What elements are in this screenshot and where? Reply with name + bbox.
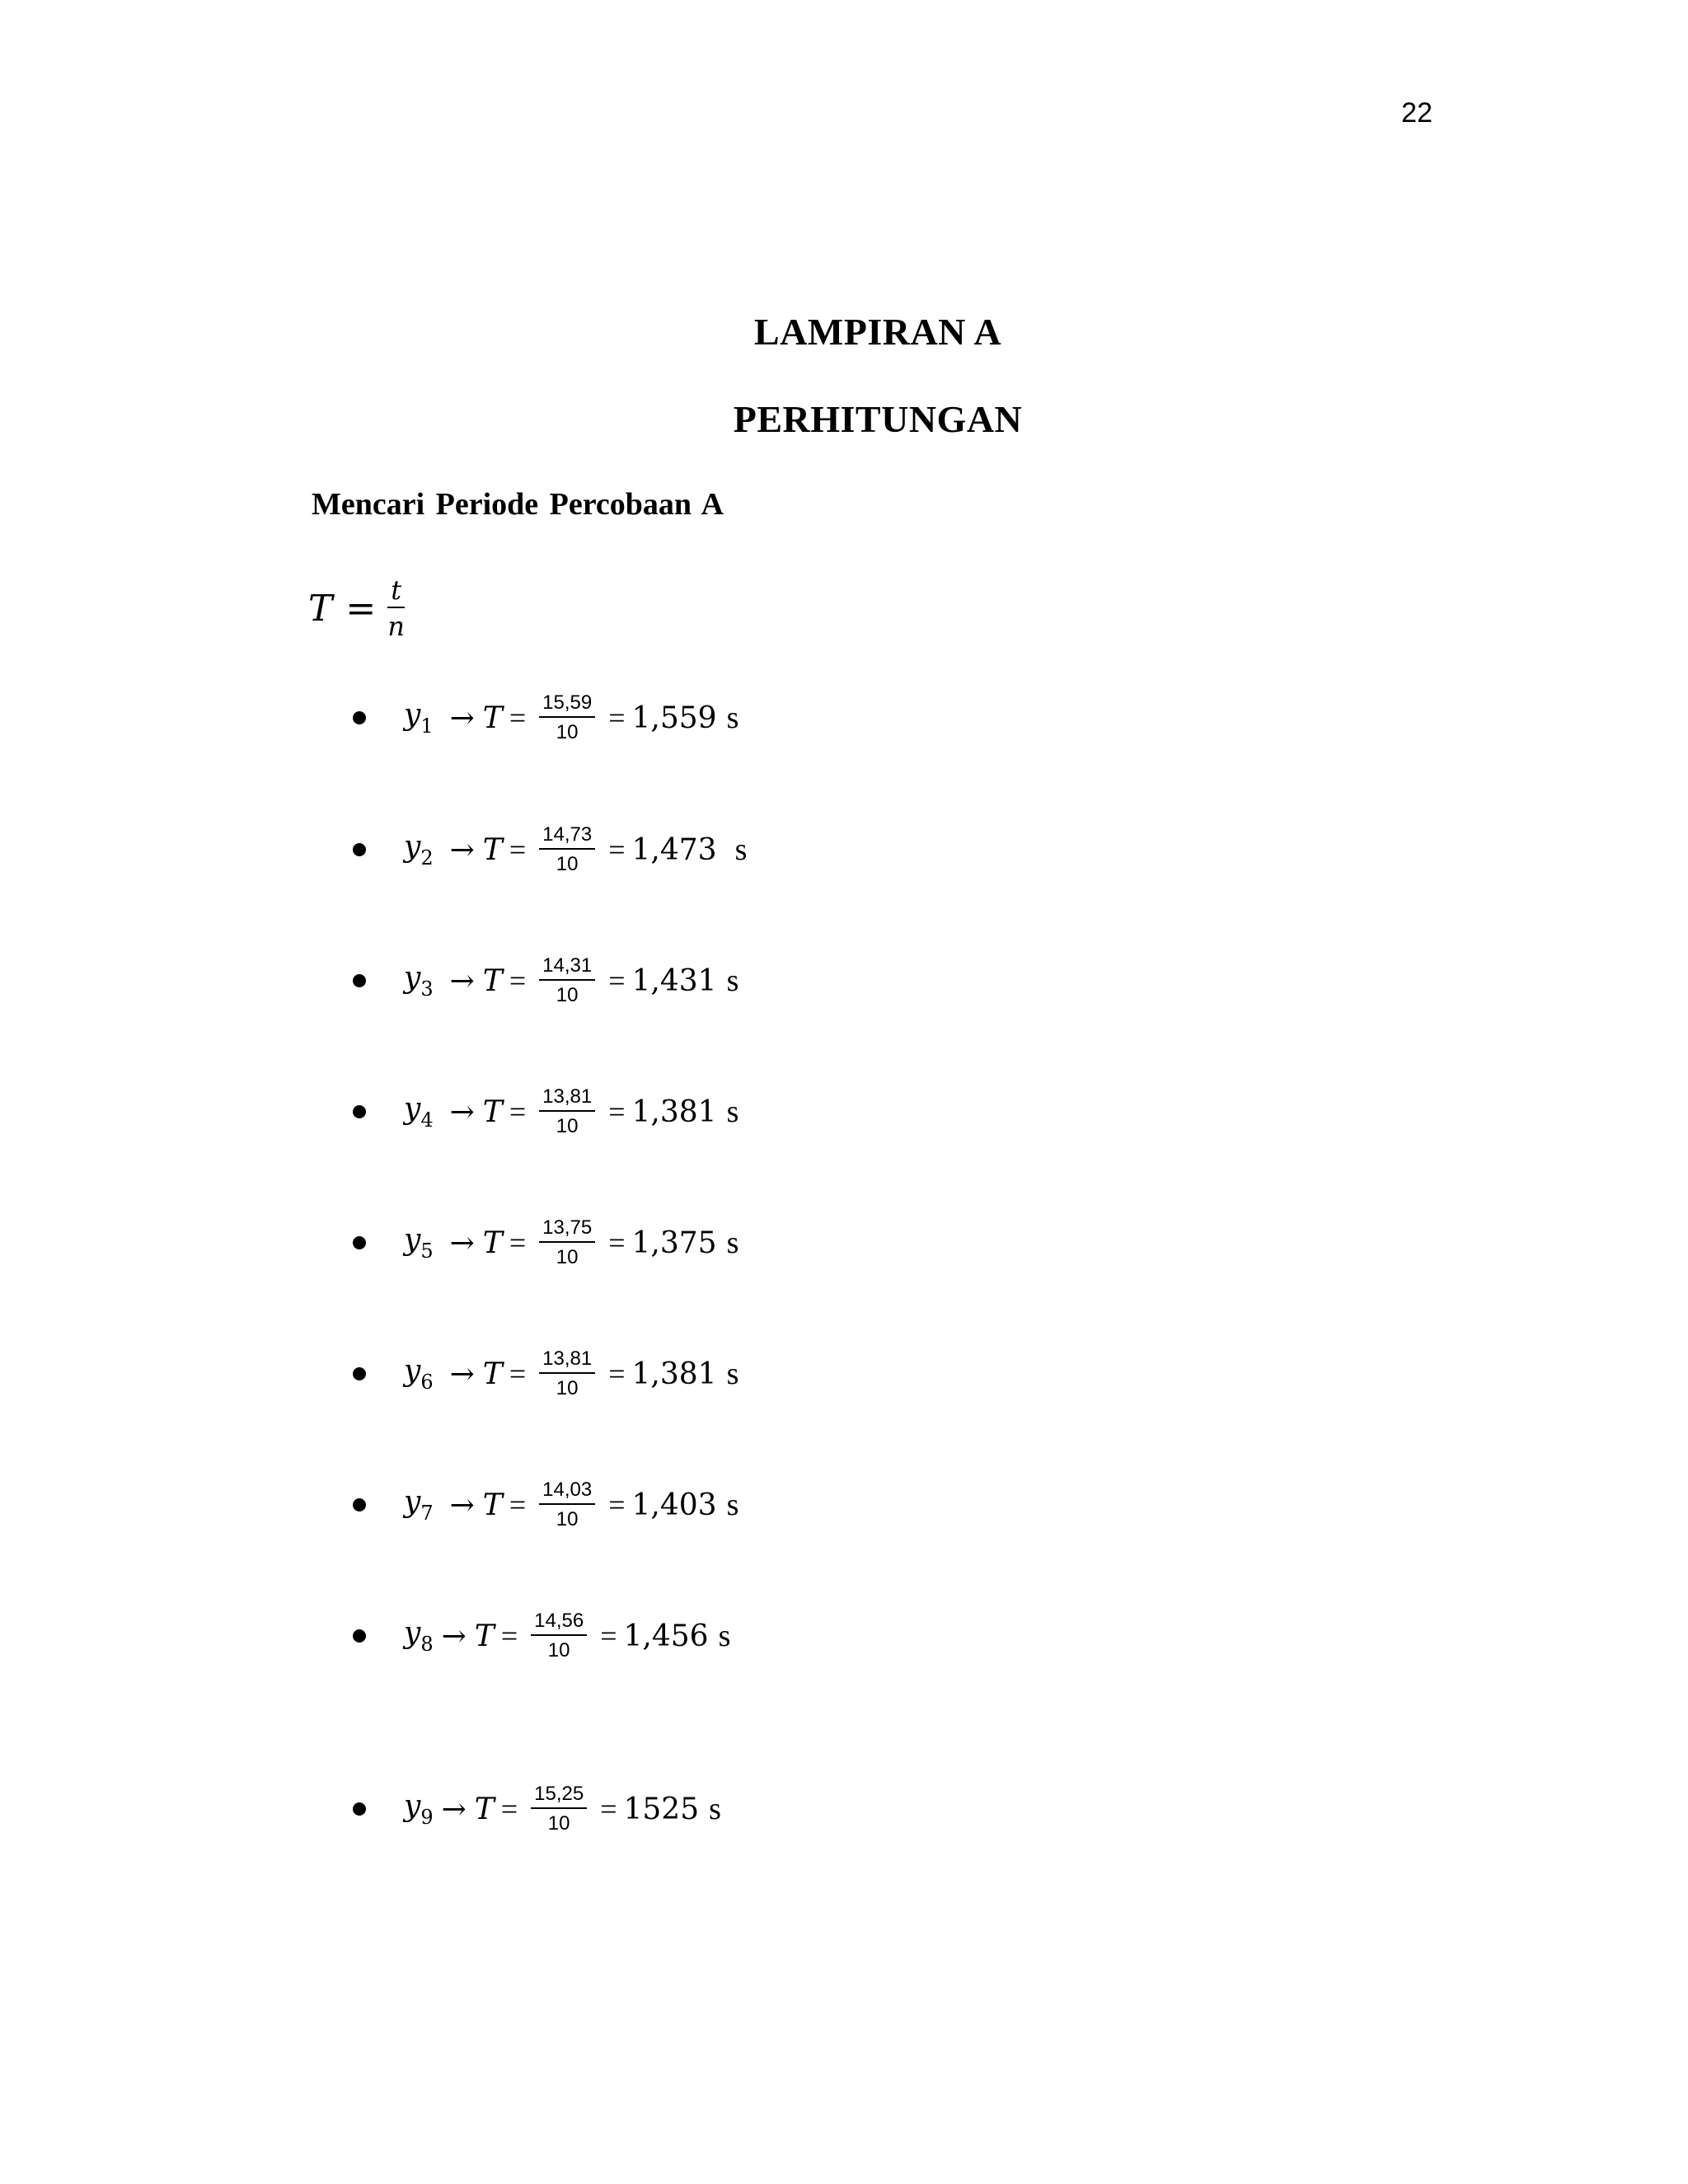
- bullet-icon: [353, 974, 366, 987]
- period-symbol: T: [482, 1357, 503, 1391]
- equals-sign: =: [509, 1357, 527, 1390]
- bullet-icon: [353, 1802, 366, 1816]
- fraction: $\frac{15,59}{10}$: [539, 693, 595, 743]
- equals-sign: =: [509, 833, 527, 866]
- formula-denominator: n: [387, 611, 405, 642]
- formula-lhs: T: [308, 587, 333, 630]
- unit-label: s: [726, 963, 739, 998]
- fraction: $\frac{15,25}{10}$: [531, 1784, 587, 1834]
- variable: $y_7$: [404, 1485, 434, 1525]
- result-value: 1525: [623, 1792, 700, 1826]
- bullet-icon: [353, 843, 366, 856]
- calculation-item: [353, 1075, 738, 1149]
- appendix-subtitle: PERHITUNGAN: [733, 398, 1023, 440]
- unit-label: s: [734, 832, 748, 867]
- period-symbol: T: [482, 1226, 503, 1260]
- bullet-icon: [353, 1367, 366, 1380]
- formula-numerator: t: [387, 577, 405, 608]
- arrow-icon: →: [449, 1094, 475, 1129]
- fraction: $\frac{14,73}{10}$: [539, 825, 595, 874]
- fraction: $\frac{14,56}{10}$: [531, 1611, 587, 1661]
- variable: $y_3$: [404, 961, 434, 1001]
- equals-sign: =: [509, 701, 527, 734]
- arrow-icon: →: [449, 963, 475, 998]
- calculation-item: [353, 1206, 738, 1280]
- equals-sign: =: [509, 1488, 527, 1521]
- period-symbol: T: [482, 1094, 503, 1129]
- calculation-item: [353, 681, 738, 755]
- result-value: 1,431: [631, 963, 717, 998]
- equals-sign: =: [608, 701, 626, 734]
- fraction: $\frac{13,81}{10}$: [539, 1087, 595, 1137]
- equals-sign: =: [509, 1095, 527, 1128]
- equals-sign: =: [608, 1095, 626, 1128]
- calculation-item: [353, 1772, 721, 1846]
- bullet-icon: [353, 711, 366, 724]
- fraction: $\frac{13,75}{10}$: [539, 1218, 595, 1268]
- equals-sign: =: [509, 1226, 527, 1259]
- arrow-icon: →: [449, 1226, 475, 1260]
- variable: $y_5$: [404, 1223, 434, 1263]
- result-value: 1,381: [631, 1094, 717, 1129]
- bullet-icon: [353, 1498, 366, 1511]
- equals-sign: =: [500, 1619, 518, 1652]
- equals-sign: =: [600, 1619, 617, 1652]
- bullet-icon: [353, 1105, 366, 1118]
- period-symbol: T: [474, 1792, 495, 1826]
- unit-label: s: [726, 1094, 739, 1129]
- fraction: $\frac{14,03}{10}$: [539, 1480, 595, 1530]
- calculation-item: [353, 1337, 738, 1411]
- period-symbol: T: [482, 1488, 503, 1522]
- unit-label: s: [726, 1488, 739, 1522]
- period-symbol: T: [474, 1619, 495, 1653]
- equals-sign: =: [608, 964, 626, 997]
- appendix-title: LAMPIRAN A: [753, 311, 1002, 353]
- unit-label: s: [726, 1226, 739, 1260]
- page-number: 22: [1401, 97, 1432, 129]
- variable: $y_1$: [404, 698, 434, 738]
- variable: $y_6$: [404, 1354, 434, 1394]
- arrow-icon: →: [449, 1357, 475, 1391]
- formula-equals: =: [345, 587, 377, 630]
- result-value: 1,403: [631, 1488, 717, 1522]
- equals-sign: =: [600, 1793, 617, 1825]
- arrow-icon: →: [441, 1792, 467, 1826]
- unit-label: s: [718, 1619, 731, 1653]
- equals-sign: =: [608, 1357, 626, 1390]
- result-value: 1,381: [631, 1357, 717, 1391]
- result-value: 1,559: [631, 701, 717, 735]
- period-symbol: T: [482, 832, 503, 867]
- equals-sign: =: [608, 1226, 626, 1259]
- equals-sign: =: [608, 1488, 626, 1521]
- arrow-icon: →: [449, 701, 475, 735]
- fraction: $\frac{14,31}{10}$: [539, 956, 595, 1005]
- result-value: 1,375: [631, 1226, 717, 1260]
- calculation-item: [353, 813, 747, 887]
- unit-label: s: [709, 1792, 721, 1826]
- unit-label: s: [726, 701, 739, 735]
- arrow-icon: →: [441, 1619, 467, 1653]
- arrow-icon: →: [449, 1488, 475, 1522]
- period-symbol: T: [482, 701, 503, 735]
- result-value: 1,473: [631, 832, 717, 867]
- result-value: 1,456: [623, 1619, 709, 1653]
- variable: $y_8$: [404, 1616, 434, 1656]
- equals-sign: =: [509, 964, 527, 997]
- calculation-item: [353, 1468, 738, 1542]
- period-symbol: T: [482, 963, 503, 998]
- fraction: $\frac{13,81}{10}$: [539, 1349, 595, 1399]
- bullet-icon: [353, 1236, 366, 1249]
- calculation-item: [353, 1599, 730, 1673]
- bullet-icon: [353, 1629, 366, 1643]
- unit-label: s: [726, 1357, 739, 1391]
- variable: $y_4$: [404, 1092, 434, 1132]
- equals-sign: =: [500, 1793, 518, 1825]
- variable: $y_9$: [404, 1789, 434, 1829]
- section-heading: Mencari Periode Percobaan A: [312, 487, 724, 522]
- calculation-item: [353, 944, 738, 1018]
- equals-sign: =: [608, 833, 626, 866]
- arrow-icon: →: [449, 832, 475, 867]
- variable: $y_2$: [404, 830, 434, 869]
